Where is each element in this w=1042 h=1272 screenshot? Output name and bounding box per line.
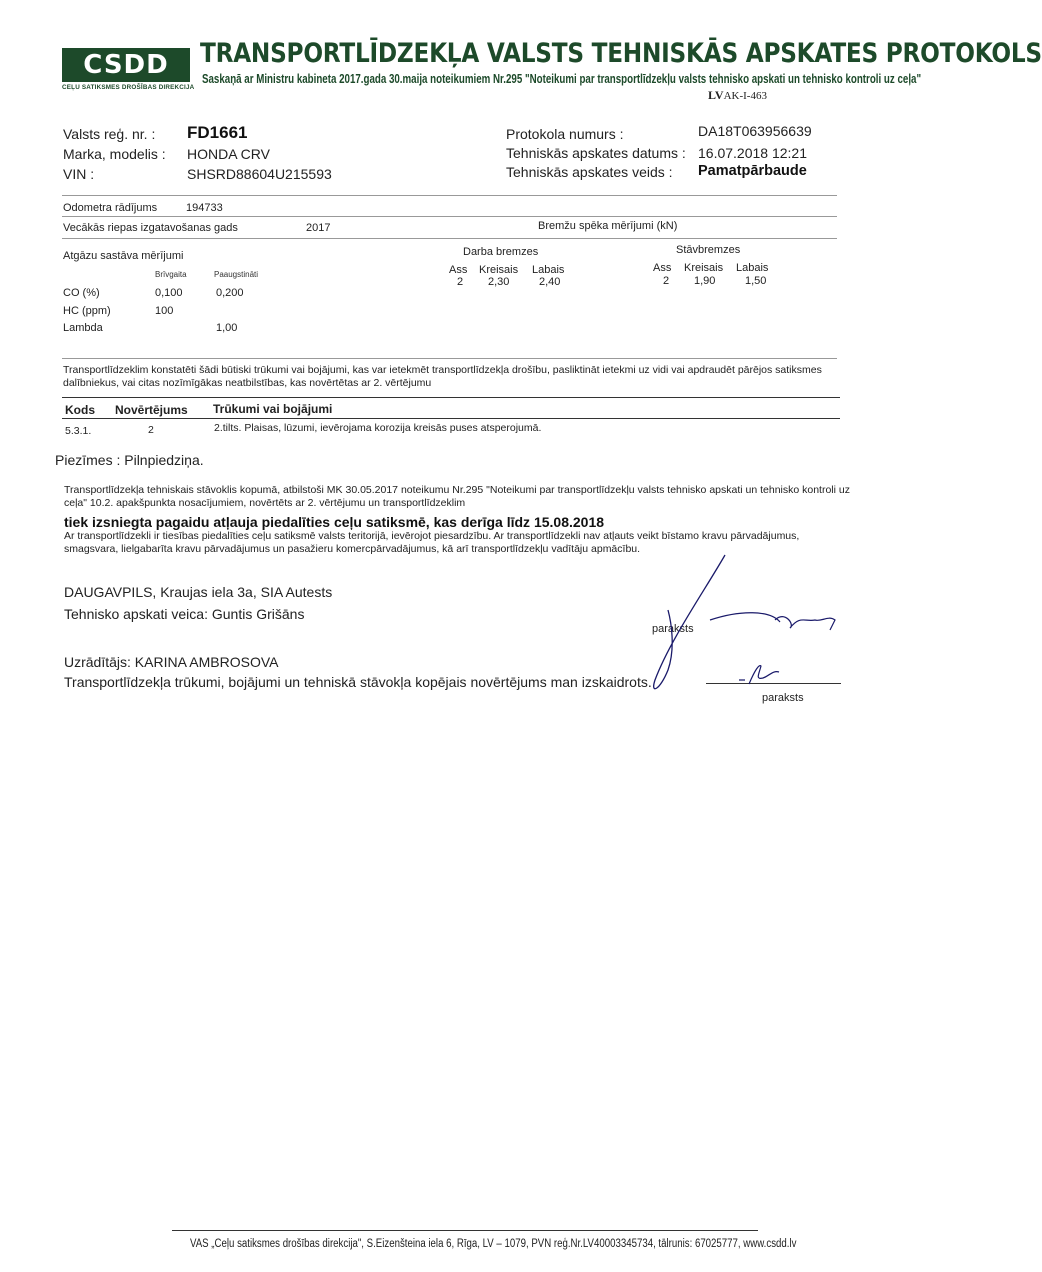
inspector-signature-label: paraksts (652, 623, 694, 635)
inspection-type-label: Tehniskās apskates veids : (506, 164, 673, 180)
emission-row-high: 1,00 (216, 322, 238, 334)
make-model-label: Marka, modelis : (63, 146, 166, 162)
logo-text: CSDD (83, 50, 169, 80)
parking-brake-right: 1,50 (745, 275, 767, 287)
emission-row-idle: 0,100 (155, 287, 183, 299)
divider (62, 418, 840, 419)
defects-header-rating: Novērtējums (115, 403, 188, 417)
parking-brake-title: Stāvbremzes (676, 244, 741, 256)
parking-brake-header-right: Labais (736, 262, 769, 274)
logo-subtitle: CEĻU SATIKSMES DROŠĪBAS DIREKCIJA (62, 84, 195, 91)
emissions-col-high: Paaugstināti (214, 270, 259, 279)
service-brake-header-axle: Ass (449, 264, 468, 276)
emission-row-high: 0,200 (216, 287, 244, 299)
inspection-type-value: Pamatpārbaude (698, 163, 807, 179)
parking-brake-axle: 2 (663, 275, 670, 287)
notes: Piezīmes : Pilnpiedziņa. (55, 452, 204, 468)
csdd-logo (62, 48, 190, 82)
defects-header-description: Trūkumi vai bojājumi (213, 402, 333, 416)
defect-description: 2.tilts. Plaisas, lūzumi, ievērojama korozija kreisās puses atsperojumā. (214, 422, 542, 434)
station-address: DAUGAVPILS, Kraujas iela 3a, SIA Autests (64, 584, 333, 600)
vin-value: SHSRD88604U215593 (187, 166, 332, 182)
odometer-value: 194733 (186, 202, 223, 214)
presenter-name: Uzrādītājs: KARINA AMBROSOVA (64, 654, 279, 670)
parking-brake-left: 1,90 (694, 275, 716, 287)
tire-year-value: 2017 (306, 222, 331, 234)
divider (62, 358, 837, 359)
defects-header-code: Kods (65, 403, 95, 417)
defect-rating: 2 (148, 424, 154, 436)
presenter-statement: Transportlīdzekļa trūkumi, bojājumi un tehniskā stāvokļa kopējais novērtējums man izskaidrots. (64, 674, 652, 690)
stamp-number: AK-I-463 (723, 90, 767, 102)
protocol-number-value: DA18T063956639 (698, 123, 812, 139)
footer-divider (172, 1230, 758, 1231)
service-brake-header-left: Kreisais (479, 264, 519, 276)
conclusion-paragraph: Transportlīdzekļa tehniskais stāvoklis kopumā, atbilstoši MK 30.05.2017 noteikumu Nr.295 "Noteikumi par transportlīdzekļu valsts tehnisko apskati un tehnisko kontroli uz ceļa" 10.2. apakšpunkta nosacījumiem, novērtēts ar 2. vērtējumu un transportlīdzeklim (64, 484, 850, 509)
defects-intro: Transportlīdzeklim konstatēti šādi būtiski trūkumi vai bojājumi, kas var ietekmēt transportlīdzekļa drošību, pasliktināt ietekmi uz vidi vai apdraudēt pārējos satiksmes dalībniekus, vai citas nozīmīgākas neatbilstības, kas novērtētas ar 2. vērtējumu (63, 364, 822, 389)
document-subtitle: Saskaņā ar Ministru kabineta 2017.gada 30.maija noteikumiem Nr.295 "Noteikumi par transportlīdzekļu valsts tehnisko apskati un tehnisko kontroli uz ceļa" (202, 72, 922, 86)
emission-row-name: Lambda (63, 322, 103, 334)
defect-code: 5.3.1. (65, 425, 92, 437)
emissions-title: Atgāzu sastāva mērījumi (63, 250, 184, 262)
emission-row-name: HC (ppm) (63, 305, 111, 317)
parking-brake-header-axle: Ass (653, 262, 672, 274)
accreditation-stamp (708, 88, 767, 103)
protocol-number-label: Protokola numurs : (506, 126, 624, 142)
inspector-name: Tehnisko apskati veica: Guntis Grišāns (64, 606, 305, 622)
footer-text: VAS „Ceļu satiksmes drošības direkcija", S.Eizenšteina iela 6, Rīga, LV – 1079, PVN reģ.Nr.LV40003345734, tālrunis: 67025777, www.csdd.lv (190, 1238, 797, 1250)
service-brake-right: 2,40 (539, 276, 561, 288)
emissions-col-idle: Brīvgaita (155, 270, 187, 279)
reg-number-label: Valsts reģ. nr. : (63, 126, 156, 142)
temporary-permit: tiek izsniegta pagaidu atļauja piedalīties ceļu satiksmē, kas derīga līdz 15.08.2018 (64, 514, 605, 530)
parking-brake-header-left: Kreisais (684, 262, 724, 274)
emission-row-name: CO (%) (63, 287, 100, 299)
service-brake-left: 2,30 (488, 276, 510, 288)
odometer-label: Odometra rādījums (63, 202, 158, 214)
vin-label: VIN : (63, 166, 95, 182)
inspection-date-label: Tehniskās apskates datums : (506, 145, 686, 161)
divider (62, 216, 837, 217)
divider (62, 238, 837, 239)
make-model-value: HONDA CRV (187, 146, 270, 162)
presenter-signature-label: paraksts (762, 692, 804, 704)
document-title: TRANSPORTLĪDZEKĻA VALSTS TEHNISKĀS APSKATES PROTOKOLS (200, 38, 1042, 69)
service-brake-axle: 2 (457, 276, 464, 288)
emission-row-idle: 100 (155, 305, 174, 317)
restrictions-paragraph: Ar transportlīdzekli ir tiesības piedalīties ceļu satiksmē valsts teritorijā, ievērojot piesardzību. Ar transportlīdzekli nav atļauts veikt bīstamo kravu pārvadājumus, smagsvara, lielgabarīta kravu pārvadājumus un pasažieru komercpārvadājumus, kā arī transportlīdzekļu vadītāju apmācību. (64, 530, 800, 555)
inspection-date-value: 16.07.2018 12:21 (698, 145, 807, 161)
stamp-code: LV (708, 88, 724, 102)
presenter-signature (735, 660, 835, 690)
divider (62, 397, 840, 398)
divider (62, 195, 837, 196)
service-brake-header-right: Labais (532, 264, 565, 276)
service-brake-title: Darba bremzes (463, 246, 539, 258)
brakes-title: Bremžu spēka mērījumi (kN) (538, 220, 678, 232)
tire-year-label: Vecākās riepas izgatavošanas gads (63, 222, 238, 234)
reg-number-value: FD1661 (187, 123, 248, 142)
